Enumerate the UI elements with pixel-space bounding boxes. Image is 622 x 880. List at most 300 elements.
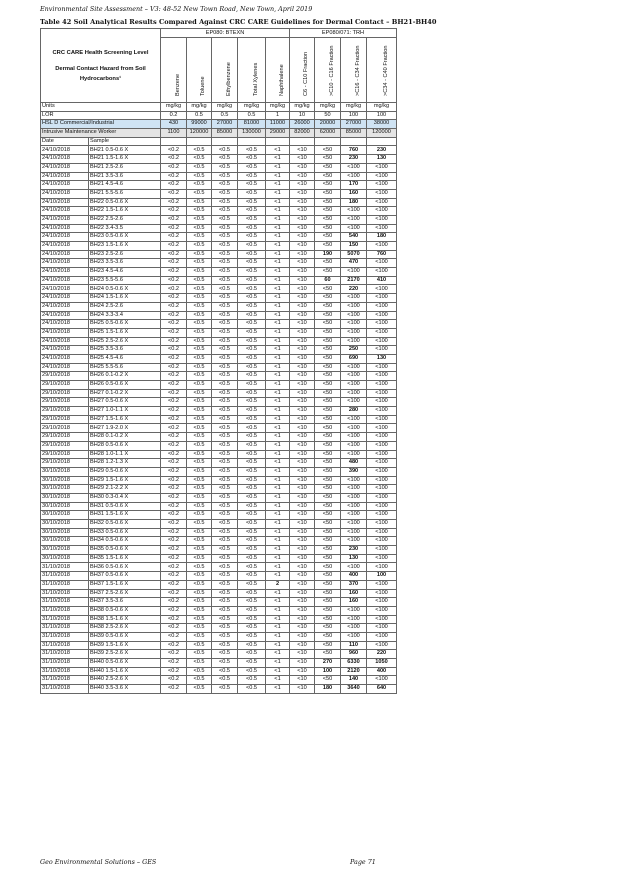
table-row <box>41 320 397 329</box>
result-cell: <0.5 <box>212 546 238 555</box>
result-cell: <0.5 <box>238 189 266 198</box>
analyte-label: >C16 - C34 Fraction <box>354 45 361 96</box>
result-cell: <10 <box>290 242 315 251</box>
result-cell: 220 <box>367 650 397 659</box>
result-cell: <0.5 <box>212 224 238 233</box>
result-cell: <0.5 <box>238 511 266 520</box>
table-row <box>41 155 397 164</box>
date-cell: 29/10/2018 <box>41 415 89 424</box>
table-row <box>41 415 397 424</box>
result-cell: <0.5 <box>238 676 266 685</box>
result-cell: <50 <box>315 415 341 424</box>
result-cell: 2170 <box>341 276 367 285</box>
sample-cell: BH27 1.0-1.1 X <box>89 407 161 416</box>
result-cell: <0.5 <box>187 589 212 598</box>
sample-cell: BH40 0.5-0.6 X <box>89 659 161 668</box>
result-cell: 2 <box>266 580 290 589</box>
result-cell: <50 <box>315 302 341 311</box>
result-cell: <0.2 <box>161 485 187 494</box>
result-cell: <10 <box>290 580 315 589</box>
result-cell: <10 <box>290 259 315 268</box>
result-cell: <0.5 <box>187 415 212 424</box>
table-row <box>41 563 397 572</box>
result-cell: <100 <box>367 476 397 485</box>
sample-cell: BH28 0.5-0.6 X <box>89 441 161 450</box>
sample-cell: BH30 0.3-0.4 X <box>89 493 161 502</box>
result-cell: <1 <box>266 537 290 546</box>
result-cell: <0.2 <box>161 415 187 424</box>
result-cell: <0.2 <box>161 242 187 251</box>
result-cell: <100 <box>341 215 367 224</box>
result-cell: <0.5 <box>238 502 266 511</box>
result-cell: <0.5 <box>187 476 212 485</box>
date-cell: 29/10/2018 <box>41 450 89 459</box>
table-row <box>41 450 397 459</box>
sample-cell: BH25 3.5-3.6 <box>89 346 161 355</box>
criteria-value: mg/kg <box>315 103 341 112</box>
result-cell: <0.2 <box>161 233 187 242</box>
result-cell: <10 <box>290 328 315 337</box>
result-cell: <0.5 <box>187 146 212 155</box>
result-cell: <10 <box>290 337 315 346</box>
sample-cell: BH28 0.1-0.2 X <box>89 433 161 442</box>
result-cell: <0.5 <box>238 354 266 363</box>
result-cell: 160 <box>341 189 367 198</box>
result-cell: <1 <box>266 563 290 572</box>
result-cell: <0.2 <box>161 606 187 615</box>
date-cell: 31/10/2018 <box>41 624 89 633</box>
table-row <box>41 493 397 502</box>
result-cell: <50 <box>315 242 341 251</box>
result-cell: <0.2 <box>161 685 187 694</box>
criteria-value: 85000 <box>341 129 367 138</box>
result-cell: <50 <box>315 146 341 155</box>
table-row <box>41 398 397 407</box>
result-cell: <0.5 <box>238 441 266 450</box>
result-cell: <50 <box>315 476 341 485</box>
result-cell: <0.5 <box>238 320 266 329</box>
result-cell: <100 <box>367 372 397 381</box>
empty-cell <box>266 137 290 146</box>
criteria-value: 29000 <box>266 129 290 138</box>
result-cell: <0.5 <box>238 589 266 598</box>
result-cell: <0.5 <box>187 641 212 650</box>
result-cell: <0.5 <box>212 520 238 529</box>
result-cell: <100 <box>367 311 397 320</box>
result-cell: <100 <box>341 328 367 337</box>
result-cell: <0.5 <box>212 554 238 563</box>
date-cell: 24/10/2018 <box>41 311 89 320</box>
result-cell: 960 <box>341 650 367 659</box>
result-cell: <100 <box>367 520 397 529</box>
result-cell: <0.5 <box>187 189 212 198</box>
result-cell: <0.5 <box>238 407 266 416</box>
result-cell: <0.2 <box>161 294 187 303</box>
date-cell: 24/10/2018 <box>41 276 89 285</box>
result-cell: 230 <box>341 155 367 164</box>
table-row <box>41 580 397 589</box>
result-cell: <0.5 <box>212 424 238 433</box>
result-cell: <0.5 <box>212 337 238 346</box>
result-cell: <0.5 <box>187 172 212 181</box>
result-cell: 180 <box>367 233 397 242</box>
result-cell: <1 <box>266 676 290 685</box>
result-cell: 140 <box>341 676 367 685</box>
result-cell: <100 <box>367 415 397 424</box>
result-cell: <0.2 <box>161 311 187 320</box>
date-cell: 30/10/2018 <box>41 546 89 555</box>
result-cell: <100 <box>367 493 397 502</box>
result-cell: <0.5 <box>238 459 266 468</box>
result-cell: 100 <box>367 572 397 581</box>
result-cell: <50 <box>315 381 341 390</box>
result-cell: 400 <box>341 572 367 581</box>
result-cell: <50 <box>315 320 341 329</box>
result-cell: <0.2 <box>161 389 187 398</box>
result-cell: <0.5 <box>187 233 212 242</box>
result-cell: <10 <box>290 502 315 511</box>
date-cell: 29/10/2018 <box>41 459 89 468</box>
table-row <box>41 389 397 398</box>
sample-cell: BH38 0.5-0.6 X <box>89 606 161 615</box>
result-cell: <100 <box>367 441 397 450</box>
sample-cell: BH23 3.5-3.6 <box>89 259 161 268</box>
result-cell: <100 <box>341 502 367 511</box>
result-cell: <0.5 <box>238 467 266 476</box>
date-cell: 31/10/2018 <box>41 659 89 668</box>
criteria-value: 120000 <box>367 129 397 138</box>
table-row <box>41 337 397 346</box>
result-cell: <0.2 <box>161 198 187 207</box>
sample-cell: BH25 4.5-4.6 <box>89 354 161 363</box>
result-cell: <0.5 <box>187 659 212 668</box>
result-cell: <10 <box>290 667 315 676</box>
result-cell: <0.5 <box>187 493 212 502</box>
result-cell: <0.2 <box>161 641 187 650</box>
result-cell: <0.5 <box>212 659 238 668</box>
result-cell: <0.5 <box>187 667 212 676</box>
sample-cell: BH39 2.5-2.6 X <box>89 650 161 659</box>
result-cell: <0.5 <box>212 346 238 355</box>
criteria-value: 1100 <box>161 129 187 138</box>
result-cell: <0.2 <box>161 598 187 607</box>
result-cell: <0.2 <box>161 520 187 529</box>
result-cell: <0.5 <box>238 207 266 216</box>
result-cell: <0.5 <box>212 398 238 407</box>
date-column-header: Date <box>41 137 89 146</box>
result-cell: <0.2 <box>161 441 187 450</box>
sample-cell: BH21 4.5-4.6 <box>89 181 161 190</box>
analyte-header <box>367 38 397 103</box>
date-cell: 24/10/2018 <box>41 294 89 303</box>
criteria-value: mg/kg <box>266 103 290 112</box>
result-cell: <0.2 <box>161 215 187 224</box>
result-cell: <10 <box>290 433 315 442</box>
table-row <box>41 667 397 676</box>
result-cell: <0.5 <box>187 615 212 624</box>
result-cell: <0.5 <box>238 424 266 433</box>
result-cell: <0.5 <box>238 659 266 668</box>
result-cell: <0.5 <box>238 172 266 181</box>
result-cell: <0.2 <box>161 572 187 581</box>
result-cell: <100 <box>341 389 367 398</box>
result-cell: <100 <box>341 398 367 407</box>
result-cell: <0.5 <box>187 502 212 511</box>
analyte-header <box>341 38 367 103</box>
result-cell: <0.5 <box>212 389 238 398</box>
date-cell: 31/10/2018 <box>41 632 89 641</box>
table-row <box>41 554 397 563</box>
result-cell: <1 <box>266 198 290 207</box>
result-cell: <10 <box>290 189 315 198</box>
analyte-header <box>266 38 290 103</box>
result-cell: <0.5 <box>187 155 212 164</box>
date-cell: 24/10/2018 <box>41 181 89 190</box>
result-cell: <10 <box>290 346 315 355</box>
date-cell: 24/10/2018 <box>41 354 89 363</box>
result-cell: <0.5 <box>212 580 238 589</box>
result-cell: <100 <box>367 163 397 172</box>
result-cell: <50 <box>315 259 341 268</box>
result-cell: <10 <box>290 198 315 207</box>
result-cell: <0.5 <box>238 537 266 546</box>
sample-cell: BH36 0.5-0.6 X <box>89 563 161 572</box>
criteria-label: Units <box>41 103 161 112</box>
result-cell: <100 <box>367 459 397 468</box>
result-cell: <50 <box>315 528 341 537</box>
result-cell: 180 <box>315 685 341 694</box>
sample-cell: BH35 0.5-0.6 X <box>89 546 161 555</box>
analyte-label: >C10 - C16 Fraction <box>328 45 335 96</box>
analyte-label: Naphthalene <box>278 64 285 96</box>
result-cell: <1 <box>266 302 290 311</box>
result-cell: <0.2 <box>161 467 187 476</box>
result-cell: <0.5 <box>187 276 212 285</box>
result-cell: <0.5 <box>238 346 266 355</box>
date-cell: 31/10/2018 <box>41 572 89 581</box>
result-cell: <100 <box>367 389 397 398</box>
sample-cell: BH37 1.5-1.6 X <box>89 580 161 589</box>
result-cell: <50 <box>315 354 341 363</box>
criteria-value: 38000 <box>367 120 397 129</box>
result-cell: <50 <box>315 172 341 181</box>
result-cell: 390 <box>341 467 367 476</box>
result-cell: <0.2 <box>161 207 187 216</box>
date-cell: 31/10/2018 <box>41 563 89 572</box>
result-cell: <50 <box>315 398 341 407</box>
sample-cell: BH28 1.2-1.3 X <box>89 459 161 468</box>
sample-cell: BH21 0.5-0.6 X <box>89 146 161 155</box>
result-cell: <10 <box>290 389 315 398</box>
table-row <box>41 624 397 633</box>
sample-cell: BH37 3.5-3.6 <box>89 598 161 607</box>
result-cell: <1 <box>266 311 290 320</box>
result-cell: <0.2 <box>161 433 187 442</box>
table-row <box>41 276 397 285</box>
result-cell: <0.5 <box>212 294 238 303</box>
result-cell: <100 <box>341 337 367 346</box>
result-cell: <0.5 <box>238 398 266 407</box>
result-cell: <0.5 <box>187 198 212 207</box>
criteria-value: 11000 <box>266 120 290 129</box>
result-cell: <0.5 <box>238 285 266 294</box>
result-cell: <0.2 <box>161 580 187 589</box>
result-cell: <0.5 <box>212 467 238 476</box>
result-cell: <0.5 <box>238 546 266 555</box>
result-cell: <1 <box>266 407 290 416</box>
criteria-value: 81000 <box>238 120 266 129</box>
result-cell: <10 <box>290 537 315 546</box>
criteria-value: 99000 <box>187 120 212 129</box>
result-cell: 60 <box>315 276 341 285</box>
table-row <box>41 650 397 659</box>
result-cell: <10 <box>290 285 315 294</box>
sample-cell: BH23 4.5-4.6 <box>89 268 161 277</box>
table-title-line-2: Dermal Contact Hazard from Soil Hydrocarbons¹ <box>55 65 146 82</box>
result-cell: <10 <box>290 554 315 563</box>
result-cell: <0.5 <box>212 259 238 268</box>
analyte-header <box>212 38 238 103</box>
result-cell: <0.5 <box>212 624 238 633</box>
result-cell: <0.5 <box>187 389 212 398</box>
result-cell: <50 <box>315 189 341 198</box>
result-cell: <0.5 <box>238 311 266 320</box>
table-row <box>41 598 397 607</box>
empty-cell <box>367 137 397 146</box>
date-cell: 29/10/2018 <box>41 372 89 381</box>
result-cell: <10 <box>290 589 315 598</box>
result-cell: <100 <box>341 424 367 433</box>
sample-cell: BH29 1.5-1.6 X <box>89 476 161 485</box>
result-cell: <10 <box>290 598 315 607</box>
date-cell: 24/10/2018 <box>41 346 89 355</box>
result-cell: <0.5 <box>212 650 238 659</box>
sample-cell: BH22 3.4-3.5 <box>89 224 161 233</box>
result-cell: <0.5 <box>187 259 212 268</box>
criteria-value: mg/kg <box>187 103 212 112</box>
result-cell: <10 <box>290 485 315 494</box>
sample-cell: BH27 1.5-1.6 X <box>89 415 161 424</box>
result-cell: <10 <box>290 354 315 363</box>
result-cell: <1 <box>266 215 290 224</box>
result-cell: <100 <box>341 224 367 233</box>
result-cell: <0.5 <box>212 537 238 546</box>
result-cell: <10 <box>290 381 315 390</box>
result-cell: <0.5 <box>212 189 238 198</box>
date-cell: 31/10/2018 <box>41 641 89 650</box>
result-cell: <1 <box>266 467 290 476</box>
result-cell: <100 <box>367 320 397 329</box>
result-cell: <0.5 <box>238 650 266 659</box>
result-cell: <0.2 <box>161 250 187 259</box>
result-cell: <0.2 <box>161 172 187 181</box>
result-cell: <0.5 <box>238 554 266 563</box>
date-cell: 24/10/2018 <box>41 215 89 224</box>
result-cell: <0.5 <box>212 415 238 424</box>
result-cell: <0.5 <box>238 337 266 346</box>
result-cell: <0.5 <box>238 163 266 172</box>
result-cell: <100 <box>367 337 397 346</box>
result-cell: <10 <box>290 450 315 459</box>
sample-cell: BH24 3.3-3.4 <box>89 311 161 320</box>
result-cell: <100 <box>341 302 367 311</box>
result-cell: <0.5 <box>212 155 238 164</box>
result-cell: <0.5 <box>212 146 238 155</box>
sample-cell: BH23 2.5-2.6 <box>89 250 161 259</box>
result-cell: <0.5 <box>212 381 238 390</box>
result-cell: <0.5 <box>187 268 212 277</box>
result-cell: <0.5 <box>212 572 238 581</box>
result-cell: <0.2 <box>161 659 187 668</box>
date-cell: 30/10/2018 <box>41 467 89 476</box>
result-cell: <0.5 <box>238 450 266 459</box>
result-cell: <0.2 <box>161 268 187 277</box>
result-cell: <0.5 <box>187 572 212 581</box>
criteria-value: 82000 <box>290 129 315 138</box>
result-cell: <0.5 <box>238 433 266 442</box>
result-cell: <10 <box>290 250 315 259</box>
criteria-value: 27000 <box>212 120 238 129</box>
result-cell: <100 <box>367 554 397 563</box>
result-cell: <1 <box>266 520 290 529</box>
result-cell: <0.2 <box>161 181 187 190</box>
result-cell: <10 <box>290 398 315 407</box>
criteria-value: 20000 <box>315 120 341 129</box>
sample-cell: BH21 2.5-2.6 <box>89 163 161 172</box>
result-cell: <0.5 <box>212 233 238 242</box>
result-cell: <100 <box>341 433 367 442</box>
result-cell: <1 <box>266 476 290 485</box>
analyte-label: Toluene <box>200 76 206 96</box>
table-row <box>41 615 397 624</box>
result-cell: <50 <box>315 554 341 563</box>
result-cell: <0.2 <box>161 459 187 468</box>
result-cell: 100 <box>315 667 341 676</box>
result-cell: <0.5 <box>187 372 212 381</box>
result-cell: <1 <box>266 250 290 259</box>
result-cell: <10 <box>290 233 315 242</box>
sample-cell: BH40 1.5-1.6 X <box>89 667 161 676</box>
criteria-value: 0.2 <box>161 111 187 120</box>
table-caption: Table 42 Soil Analytical Results Compared Against CRC CARE Guidelines for Dermal Contact – BH21-BH40 <box>40 18 437 26</box>
table-row <box>41 520 397 529</box>
result-cell: <100 <box>367 268 397 277</box>
result-cell: <1 <box>266 285 290 294</box>
result-cell: <10 <box>290 276 315 285</box>
result-cell: <0.5 <box>238 250 266 259</box>
result-cell: <0.2 <box>161 285 187 294</box>
result-cell: <100 <box>367 381 397 390</box>
result-cell: <10 <box>290 415 315 424</box>
result-cell: <10 <box>290 302 315 311</box>
result-cell: <100 <box>367 294 397 303</box>
table-row <box>41 459 397 468</box>
date-cell: 24/10/2018 <box>41 172 89 181</box>
sample-cell: BH27 0.5-0.6 X <box>89 398 161 407</box>
sample-cell: BH21 1.5-1.6 X <box>89 155 161 164</box>
result-cell: <1 <box>266 554 290 563</box>
result-cell: <0.5 <box>212 528 238 537</box>
sample-cell: BH22 0.5-0.6 X <box>89 198 161 207</box>
sample-cell: BH25 2.5-2.6 X <box>89 337 161 346</box>
result-cell: <100 <box>341 372 367 381</box>
result-cell: 400 <box>367 667 397 676</box>
result-cell: <0.5 <box>238 233 266 242</box>
criteria-value: 62000 <box>315 129 341 138</box>
result-cell: <0.5 <box>238 485 266 494</box>
result-cell: 270 <box>315 659 341 668</box>
date-cell: 24/10/2018 <box>41 285 89 294</box>
